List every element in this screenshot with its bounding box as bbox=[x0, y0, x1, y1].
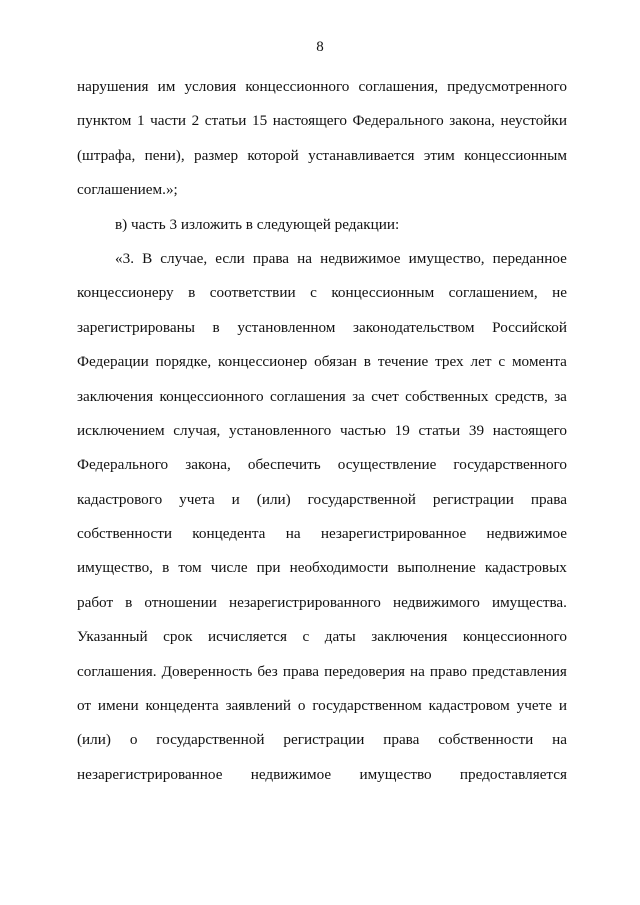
word: предоставляется bbox=[459, 765, 567, 783]
word: соответствии bbox=[209, 284, 296, 302]
word: средств, bbox=[494, 387, 548, 405]
word: неустойки bbox=[500, 112, 567, 130]
word: порядке, bbox=[155, 353, 212, 371]
page-number: 8 bbox=[316, 39, 324, 55]
word: соглашения. bbox=[77, 662, 157, 680]
text-line bbox=[77, 104, 567, 138]
word: концессионным bbox=[331, 284, 435, 302]
word: кадастровом bbox=[428, 697, 510, 715]
word: и bbox=[231, 490, 240, 508]
word: концессионеру bbox=[77, 284, 174, 302]
word: концедента bbox=[192, 525, 266, 543]
word: с bbox=[498, 353, 506, 371]
text-line bbox=[77, 758, 567, 792]
word: закона, bbox=[449, 112, 495, 130]
word: обеспечить bbox=[247, 456, 321, 474]
text-line bbox=[77, 380, 567, 414]
word: размер bbox=[193, 146, 239, 164]
word: права bbox=[530, 490, 567, 508]
word: работ bbox=[77, 593, 114, 611]
word: трех bbox=[435, 353, 464, 371]
word: соглашения bbox=[269, 387, 346, 405]
word: кадастровых bbox=[484, 559, 567, 577]
word: том bbox=[178, 559, 202, 577]
word: на bbox=[409, 662, 425, 680]
word: концедента bbox=[145, 697, 219, 715]
text-line bbox=[77, 448, 567, 482]
word: настоящего bbox=[272, 112, 347, 130]
word: собственных bbox=[405, 387, 489, 405]
text-line bbox=[77, 551, 567, 585]
word: кадастрового bbox=[77, 490, 163, 508]
word: концессионер bbox=[218, 353, 308, 371]
word: условия bbox=[184, 78, 237, 95]
word: части bbox=[150, 112, 187, 130]
word: право bbox=[429, 662, 468, 680]
word: на bbox=[297, 249, 312, 267]
word: Доверенность bbox=[161, 662, 253, 680]
word: права bbox=[252, 249, 290, 267]
word: о bbox=[129, 731, 138, 749]
word: случая, bbox=[173, 421, 221, 439]
text-line bbox=[77, 414, 567, 448]
word: незарегистрированное bbox=[320, 525, 467, 543]
word: обязан bbox=[314, 353, 357, 371]
word: настоящего bbox=[492, 421, 567, 439]
word: даты bbox=[324, 628, 356, 646]
text-line bbox=[77, 276, 567, 310]
document-body bbox=[77, 70, 567, 792]
word: концессионного bbox=[462, 628, 567, 646]
word: необходимости bbox=[289, 559, 389, 577]
word: Российской bbox=[492, 318, 567, 336]
word: осуществление bbox=[337, 456, 437, 474]
word: собственности bbox=[438, 731, 534, 749]
word: на bbox=[552, 731, 567, 749]
text-line bbox=[77, 586, 567, 620]
word: государственной bbox=[156, 731, 265, 749]
word: 1 bbox=[136, 112, 145, 130]
word: за bbox=[554, 387, 567, 405]
word: передоверия bbox=[324, 662, 405, 680]
word: недвижимое bbox=[250, 765, 332, 783]
text-line bbox=[77, 242, 567, 276]
word: недвижимое bbox=[320, 249, 401, 267]
word: нарушения bbox=[77, 78, 149, 95]
word: исчисляется bbox=[208, 628, 287, 646]
word: на bbox=[285, 525, 301, 543]
word: В bbox=[142, 249, 153, 267]
word: момента bbox=[511, 353, 567, 371]
word: с bbox=[302, 628, 310, 646]
word: переданное bbox=[492, 249, 567, 267]
word: и bbox=[558, 697, 567, 715]
word: концессионного bbox=[159, 387, 264, 405]
word: с bbox=[310, 284, 317, 302]
word: в bbox=[212, 318, 220, 336]
text-line: в) часть 3 изложить в следующей редакции: bbox=[115, 215, 400, 233]
word: Федерации bbox=[77, 353, 149, 371]
word: незарегистрированное bbox=[77, 765, 223, 783]
text-line bbox=[77, 723, 567, 757]
word: законодательством bbox=[353, 318, 475, 336]
text-line bbox=[77, 517, 567, 551]
word: концессионным bbox=[464, 146, 567, 164]
word: статьи bbox=[418, 421, 461, 439]
word: «3. bbox=[115, 249, 134, 267]
word: собственности bbox=[77, 525, 172, 543]
word: отношении bbox=[144, 593, 217, 611]
word: недвижимое bbox=[486, 525, 567, 543]
word: установленном bbox=[237, 318, 336, 336]
text-line bbox=[77, 70, 567, 104]
word: имущество bbox=[359, 765, 432, 783]
word: имени bbox=[97, 697, 139, 715]
word: 2 bbox=[191, 112, 200, 130]
word: не bbox=[552, 284, 567, 302]
word: числе bbox=[210, 559, 248, 577]
word: пунктом bbox=[77, 112, 132, 130]
word: лет bbox=[470, 353, 492, 371]
word: 39 bbox=[468, 421, 485, 439]
word: представления bbox=[472, 662, 567, 680]
word: соглашением, bbox=[448, 284, 538, 302]
word: выполнение bbox=[397, 559, 476, 577]
word: Федерального bbox=[77, 456, 169, 474]
word: при bbox=[256, 559, 281, 577]
word: государственной bbox=[307, 490, 416, 508]
word: учете bbox=[516, 697, 552, 715]
word: предусмотренного bbox=[447, 78, 567, 95]
word: права bbox=[282, 662, 320, 680]
word: исключением bbox=[77, 421, 165, 439]
word: в bbox=[162, 559, 170, 577]
word: (или) bbox=[77, 731, 111, 749]
word: срок bbox=[163, 628, 193, 646]
word: соглашения, bbox=[358, 78, 439, 95]
word: учета bbox=[179, 490, 215, 508]
word: которой bbox=[247, 146, 299, 164]
word: регистрации bbox=[283, 731, 365, 749]
word: недвижимого bbox=[392, 593, 480, 611]
word: (или) bbox=[256, 490, 291, 508]
word: права bbox=[383, 731, 420, 749]
word: закона, bbox=[185, 456, 231, 474]
word: в bbox=[188, 284, 196, 302]
word: этим bbox=[423, 146, 455, 164]
word: установленного bbox=[229, 421, 332, 439]
word: им bbox=[157, 78, 176, 95]
word: незарегистрированного bbox=[228, 593, 381, 611]
word: за bbox=[352, 387, 365, 405]
word: зарегистрированы bbox=[77, 318, 195, 336]
word: имущества. bbox=[491, 593, 567, 611]
word: статьи bbox=[204, 112, 247, 130]
word: заявлений bbox=[225, 697, 291, 715]
word: концессионного bbox=[245, 78, 350, 95]
word: Федерального bbox=[352, 112, 444, 130]
text-line bbox=[77, 139, 567, 173]
word: (штрафа, bbox=[77, 146, 136, 164]
word: если bbox=[215, 249, 245, 267]
word: случае, bbox=[160, 249, 208, 267]
text-line bbox=[77, 345, 567, 379]
word: регистрации bbox=[432, 490, 514, 508]
word: пени), bbox=[144, 146, 185, 164]
text-line bbox=[77, 689, 567, 723]
text-line bbox=[77, 620, 567, 654]
word: частью bbox=[339, 421, 386, 439]
word: без bbox=[257, 662, 278, 680]
word: от bbox=[77, 697, 92, 715]
word: 19 bbox=[394, 421, 410, 439]
text-line bbox=[77, 655, 567, 689]
word: счет bbox=[371, 387, 399, 405]
text-line bbox=[77, 311, 567, 345]
word: имущество, bbox=[408, 249, 485, 267]
word: 15 bbox=[251, 112, 268, 130]
word: о bbox=[297, 697, 306, 715]
text-line: соглашением.»; bbox=[77, 181, 178, 199]
word: заключения bbox=[77, 387, 154, 405]
text-line bbox=[77, 483, 567, 517]
word: в bbox=[125, 593, 133, 611]
word: устанавливается bbox=[308, 146, 415, 164]
word: в bbox=[363, 353, 371, 371]
word: заключения bbox=[371, 628, 448, 646]
word: государственном bbox=[312, 697, 422, 715]
word: имущество, bbox=[77, 559, 153, 577]
word: государственного bbox=[453, 456, 567, 474]
word: Указанный bbox=[77, 628, 148, 646]
word: течение bbox=[377, 353, 429, 371]
